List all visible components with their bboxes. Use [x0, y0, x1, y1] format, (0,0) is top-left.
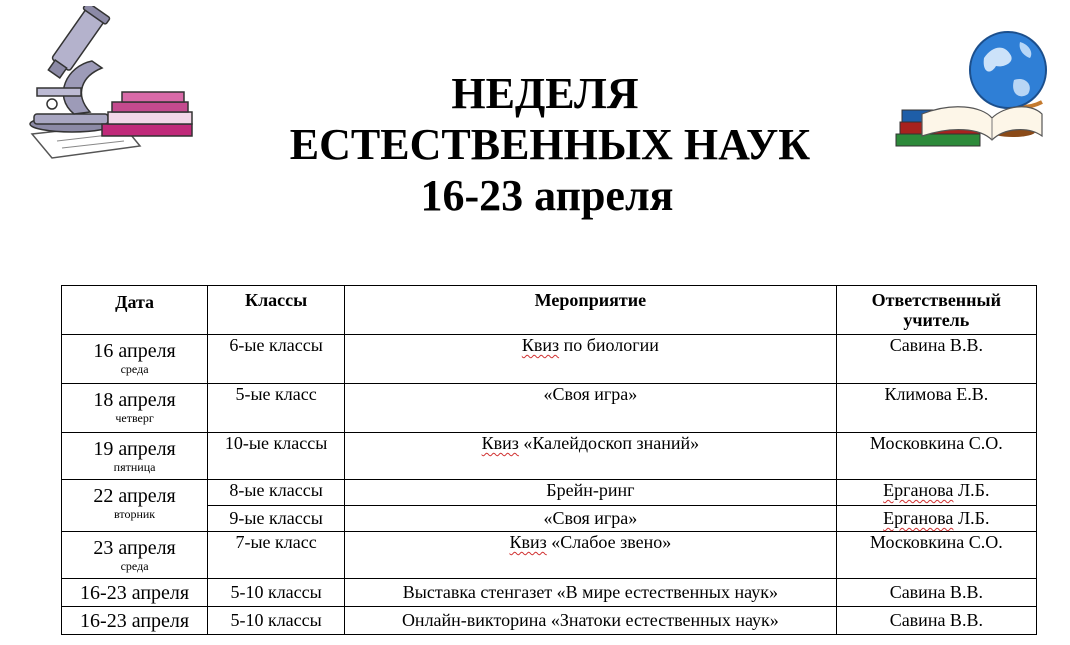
event-cell: «Своя игра»: [345, 506, 837, 532]
event-cell: [345, 433, 837, 480]
date-cell: [62, 579, 208, 607]
weekday-label: пятница: [113, 460, 156, 474]
event-cell: Онлайн-викторина «Знатоки естественных наук»: [345, 607, 837, 635]
weekday-label: среда: [120, 362, 149, 376]
teacher-cell: [836, 506, 1036, 532]
weekday-label: четверг: [115, 411, 154, 425]
teacher-cell: Савина В.В.: [836, 607, 1036, 635]
weekday-label: среда: [120, 559, 149, 573]
header-date: Дата: [62, 286, 208, 335]
event-squiggle-word: Квиз: [521, 335, 560, 355]
date-cell: [62, 480, 208, 532]
date-label: 16-23 апреля: [80, 582, 190, 604]
table-header-row: [62, 286, 1037, 335]
date-label: 16-23 апреля: [80, 610, 190, 632]
event-squiggle-word: Квиз: [509, 532, 547, 552]
event-text: «Слабое звено»: [546, 532, 672, 552]
table-row: [62, 607, 1037, 635]
event-cell: «Своя игра»: [345, 384, 837, 433]
date-label: 19 апреля: [93, 438, 176, 460]
teacher-cell: [836, 480, 1036, 506]
page-title: [200, 68, 900, 221]
table-row: [62, 433, 1037, 480]
teacher-cell: Московкина С.О.: [836, 433, 1036, 480]
table-row: [62, 506, 1037, 532]
event-cell: Брейн-ринг: [345, 480, 837, 506]
date-cell: [62, 335, 208, 384]
weekday-label: вторник: [114, 507, 156, 521]
classes-cell: 10-ые классы: [208, 433, 345, 480]
event-cell: [345, 532, 837, 579]
classes-cell: 7-ые класс: [208, 532, 345, 579]
title-line-1: НЕДЕЛЯ: [451, 69, 639, 118]
header-classes: Классы: [208, 286, 345, 335]
event-text: по биологии: [559, 335, 659, 355]
teacher-cell: Климова Е.В.: [836, 384, 1036, 433]
classes-cell: 5-ые класс: [208, 384, 345, 433]
teacher-text: Л.Б.: [953, 508, 990, 528]
date-cell: [62, 384, 208, 433]
event-text: «Калейдоскоп знаний»: [518, 433, 700, 453]
teacher-text: Л.Б.: [953, 480, 990, 500]
teacher-cell: Савина В.В.: [836, 579, 1036, 607]
table-row: [62, 579, 1037, 607]
globe-books-icon: [892, 18, 1052, 160]
date-label: 23 апреля: [93, 537, 176, 559]
classes-cell: 5-10 классы: [208, 607, 345, 635]
date-label: 22 апреля: [93, 485, 176, 507]
event-squiggle-word: Квиз: [481, 433, 519, 453]
classes-cell: 9-ые классы: [208, 506, 345, 532]
date-label: 16 апреля: [93, 340, 176, 362]
date-cell: [62, 532, 208, 579]
title-line-3: 16-23 апреля: [420, 171, 674, 220]
header-teacher: Ответственный учитель: [836, 286, 1036, 335]
header-event: Мероприятие: [345, 286, 837, 335]
date-cell: [62, 607, 208, 635]
classes-cell: 8-ые классы: [208, 480, 345, 506]
teacher-cell: Савина В.В.: [836, 335, 1036, 384]
event-cell: [345, 335, 837, 384]
event-cell: Выставка стенгазет «В мире естественных наук»: [345, 579, 837, 607]
classes-cell: 6-ые классы: [208, 335, 345, 384]
microscope-books-icon: [12, 6, 202, 161]
date-label: 18 апреля: [93, 389, 176, 411]
date-cell: [62, 433, 208, 480]
table-row: [62, 480, 1037, 506]
schedule-table: [61, 285, 1037, 635]
table-row: [62, 532, 1037, 579]
table-row: [62, 384, 1037, 433]
title-line-2: ЕСТЕСТВЕННЫХ НАУК: [289, 120, 811, 169]
teacher-squiggle-word: Ерганова: [883, 508, 954, 528]
teacher-squiggle-word: Ерганова: [883, 480, 954, 500]
table-row: [62, 335, 1037, 384]
teacher-cell: Московкина С.О.: [836, 532, 1036, 579]
classes-cell: 5-10 классы: [208, 579, 345, 607]
